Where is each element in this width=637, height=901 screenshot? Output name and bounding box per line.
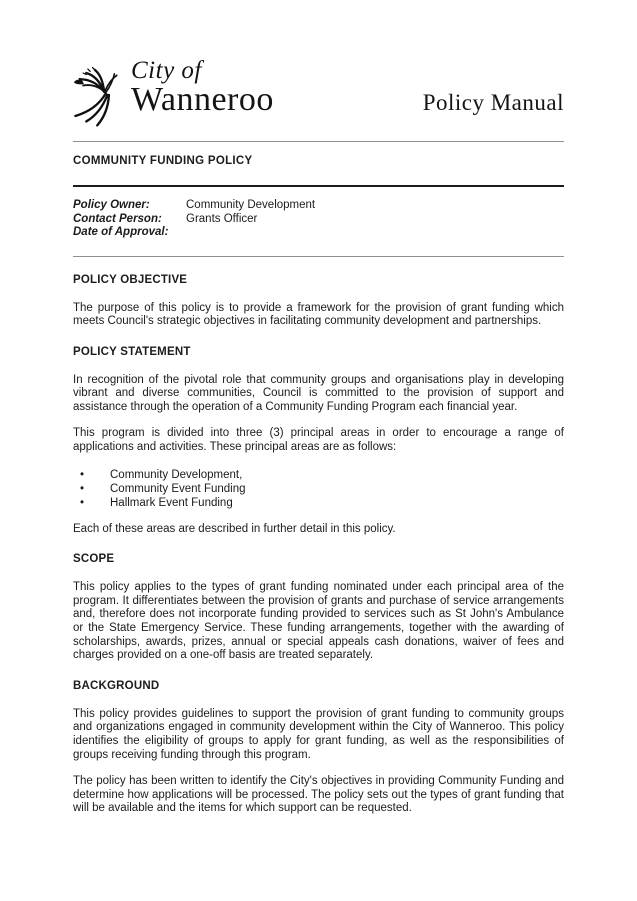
policy-meta — [73, 199, 564, 240]
page-content — [73, 0, 564, 829]
paragraph: In recognition of the pivotal role that community groups and organisations play in developing vibrant and diverse communities, Council is committed to the provision of support and assistance through the operation of a Community Funding Program each financial year. — [73, 373, 564, 413]
meta-value: Grants Officer — [186, 212, 258, 225]
paragraph: This policy provides guidelines to support the provision of grant funding to community groups and organizations engaged in community development within the City of Wanneroo. This policy identifies the eligibility of groups to apply for grant funding, as well as the responsibilities of groups receiving funding through this program. — [73, 707, 564, 761]
meta-row-contact-person — [73, 213, 564, 227]
list-item-label: Hallmark Event Funding — [110, 496, 233, 509]
meta-divider — [73, 256, 564, 257]
section-heading: BACKGROUND — [73, 679, 160, 692]
meta-label: Date of Approval: — [73, 226, 169, 238]
policy-body — [73, 274, 564, 816]
list-item — [73, 468, 564, 482]
meta-value: Community Development — [186, 199, 316, 211]
bullet-icon: • — [80, 482, 85, 495]
meta-row-policy-owner — [73, 199, 564, 213]
meta-label: Contact Person: — [73, 212, 162, 225]
paragraph: The purpose of this policy is to provide a framework for the provision of grant funding which meets Council's strategic objectives in facilitating community development and partnerships. — [73, 301, 564, 328]
paragraph: This policy applies to the types of grant funding nominated under each principal area of the program. It differentiates between the provision of grants and purchase of service arrangements and, therefore does not incorporate funding provided to services such as St John's Ambulance or the State Emergency Service. These funding arrangements, together with the awarding of scholarships, awards, prizes, annual or special appeals cash donations, waiver of fees and charges provided on a one-off basis are treated separately. — [73, 581, 564, 662]
title-divider — [73, 185, 564, 187]
meta-label: Policy Owner: — [73, 199, 150, 211]
list-item-label: Community Development, — [110, 468, 243, 481]
section-policy-statement — [73, 346, 564, 537]
header-divider — [73, 141, 564, 142]
section-scope — [73, 553, 564, 663]
page-header — [73, 58, 564, 132]
section-background — [73, 680, 564, 816]
bullet-icon: • — [80, 468, 85, 481]
section-heading: POLICY OBJECTIVE — [73, 273, 188, 286]
logo-city-of: City of — [131, 57, 202, 84]
document-title: COMMUNITY FUNDING POLICY — [73, 155, 253, 167]
logo-wordmark — [131, 58, 274, 116]
kangaroo-paw-icon — [73, 64, 123, 137]
paragraph: The policy has been written to identify the City's objectives in providing Community Funding and determine how applications will be processed. The policy sets out the types of grant funding that will be available and the items for which support can be requested. — [73, 775, 564, 815]
list-item-label: Community Event Funding — [110, 482, 246, 495]
paragraph: This program is divided into three (3) principal areas in order to encourage a range of applications and activities. These principal areas are as follows: — [73, 427, 564, 454]
meta-value — [186, 226, 564, 240]
manual-title: Policy Manual — [422, 90, 564, 115]
section-heading: SCOPE — [73, 553, 115, 566]
meta-row-date-of-approval — [73, 226, 564, 240]
principal-areas-list — [73, 468, 564, 510]
section-heading: POLICY STATEMENT — [73, 345, 191, 358]
logo-wanneroo: Wanneroo — [131, 81, 274, 118]
city-of-wanneroo-logo — [73, 58, 274, 137]
paragraph: Each of these areas are described in further detail in this policy. — [73, 522, 396, 535]
list-item — [73, 482, 564, 496]
list-item — [73, 496, 564, 510]
bullet-icon: • — [80, 496, 85, 509]
section-policy-objective — [73, 274, 564, 329]
